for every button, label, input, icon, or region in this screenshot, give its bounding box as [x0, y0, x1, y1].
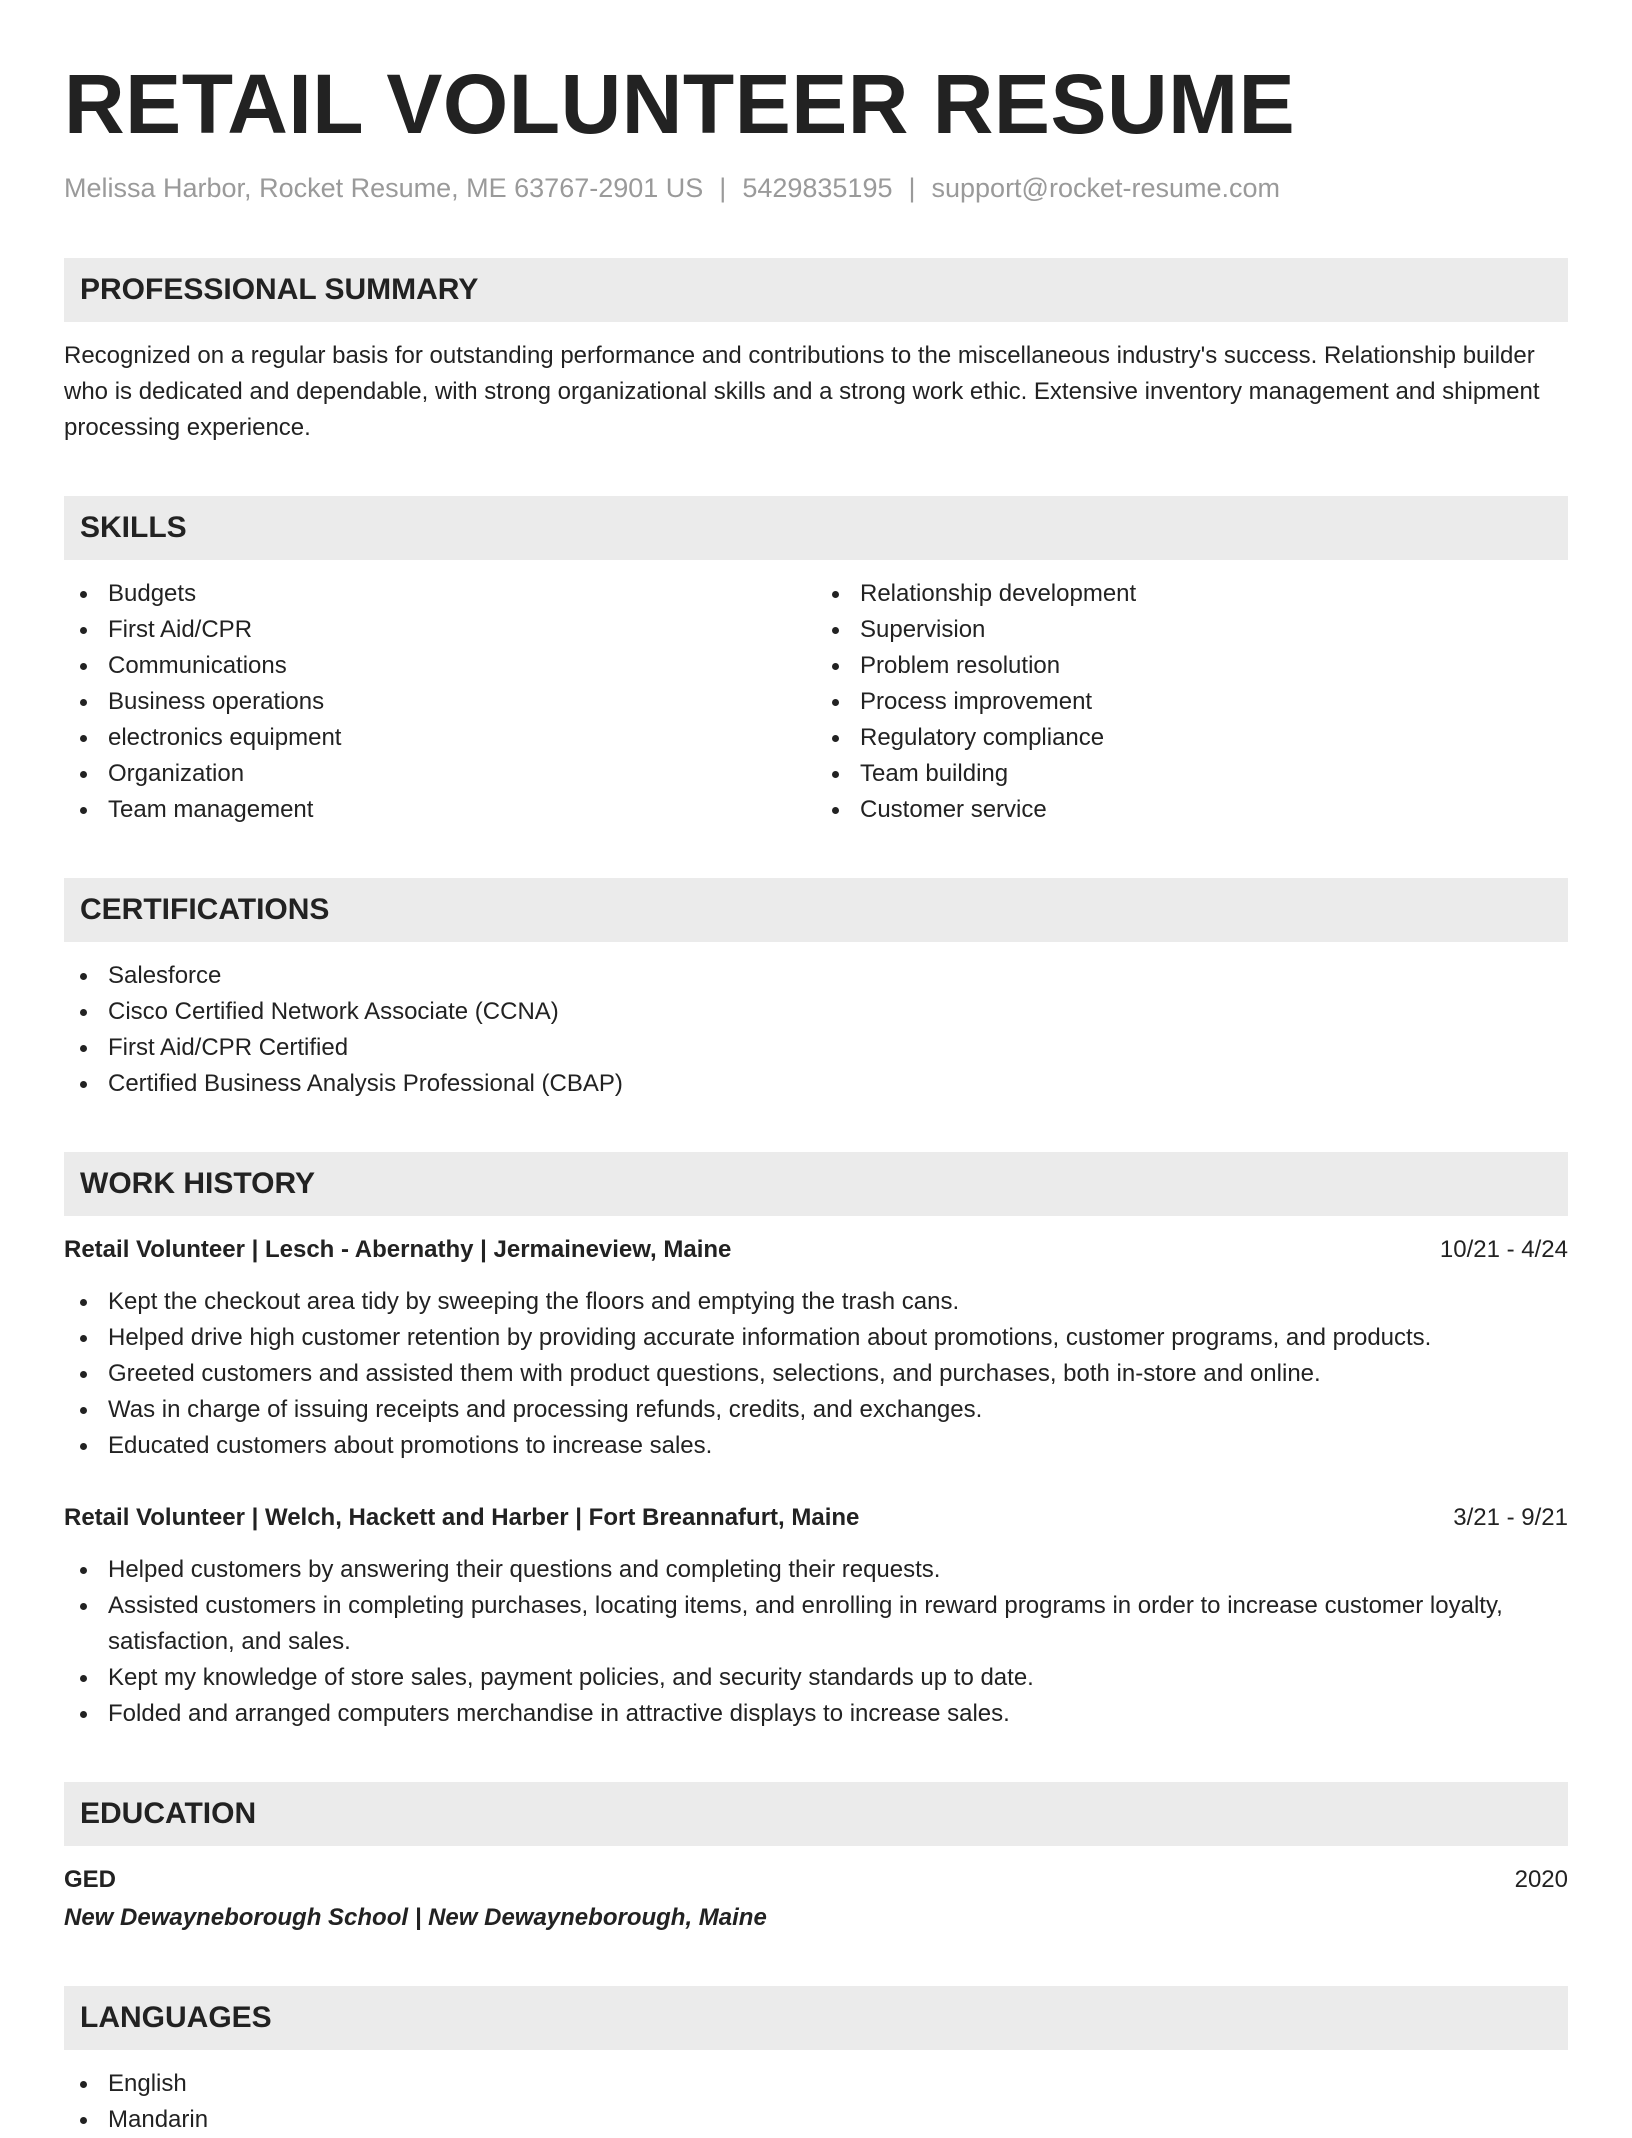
job-bullet: Helped customers by answering their questions and completing their requests. — [64, 1552, 1568, 1588]
skill-item: Regulatory compliance — [816, 720, 1568, 756]
job-bullet: Kept the checkout area tidy by sweeping the floors and emptying the trash cans. — [64, 1284, 1568, 1320]
skill-item: Budgets — [64, 576, 816, 612]
contact-email[interactable]: support@rocket-resume.com — [931, 173, 1281, 203]
certification-item: Cisco Certified Network Associate (CCNA) — [64, 994, 1568, 1030]
skill-item: Communications — [64, 648, 816, 684]
section-header-summary: PROFESSIONAL SUMMARY — [64, 258, 1568, 322]
job-bullet: Kept my knowledge of store sales, payment policies, and security standards up to date. — [64, 1660, 1568, 1696]
section-header-education: EDUCATION — [64, 1782, 1568, 1846]
section-header-work-history: WORK HISTORY — [64, 1152, 1568, 1216]
skill-item: Organization — [64, 756, 816, 792]
job-entry — [64, 1500, 1568, 1732]
skills-column-left — [64, 576, 816, 828]
skill-item: Supervision — [816, 612, 1568, 648]
skill-item: Customer service — [816, 792, 1568, 828]
education-school: New Dewayneborough School | New Dewayneborough, Maine — [64, 1904, 767, 1931]
contact-separator: | — [719, 173, 727, 203]
skill-item: Process improvement — [816, 684, 1568, 720]
job-dates: 3/21 - 9/21 — [1453, 1504, 1568, 1531]
job-bullets — [64, 1284, 1568, 1464]
resume-title: RETAIL VOLUNTEER RESUME — [64, 57, 1296, 151]
skill-item: Problem resolution — [816, 648, 1568, 684]
contact-phone: 5429835195 — [742, 173, 893, 203]
contact-line — [64, 170, 1568, 206]
summary-text: Recognized on a regular basis for outstanding performance and contributions to the miscellaneous industry's success. Relationship builder who is dedicated and dependable, with strong organizational skills and a strong work ethic. Extensive inventory management and shipment processing experience. — [64, 342, 1540, 441]
job-bullet: Greeted customers and assisted them with product questions, selections, and purchases, both in-store and online. — [64, 1356, 1568, 1392]
job-title: Retail Volunteer | Welch, Hackett and Harber | Fort Breannafurt, Maine — [64, 1504, 860, 1531]
education-entry — [64, 1862, 1568, 1936]
job-bullets — [64, 1552, 1568, 1732]
languages-list — [64, 2066, 1568, 2138]
skill-item: electronics equipment — [64, 720, 816, 756]
skill-item: Team management — [64, 792, 816, 828]
job-bullet: Was in charge of issuing receipts and processing refunds, credits, and exchanges. — [64, 1392, 1568, 1428]
section-header-certifications: CERTIFICATIONS — [64, 878, 1568, 942]
job-bullet: Helped drive high customer retention by providing accurate information about promotions, customer programs, and products. — [64, 1320, 1568, 1356]
job-bullet: Folded and arranged computers merchandise in attractive displays to increase sales. — [64, 1696, 1568, 1732]
job-header — [64, 1232, 1568, 1268]
certifications-list — [64, 958, 1568, 1102]
certification-item: Certified Business Analysis Professional (CBAP) — [64, 1066, 1568, 1102]
skill-item: Team building — [816, 756, 1568, 792]
education-year: 2020 — [1514, 1866, 1568, 1893]
skills-column-right — [816, 576, 1568, 828]
job-bullet: Educated customers about promotions to increase sales. — [64, 1428, 1568, 1464]
job-header — [64, 1500, 1568, 1536]
section-header-languages: LANGUAGES — [64, 1986, 1568, 2050]
skill-item: First Aid/CPR — [64, 612, 816, 648]
job-dates: 10/21 - 4/24 — [1439, 1236, 1568, 1263]
skills-list — [64, 576, 1568, 828]
certification-item: Salesforce — [64, 958, 1568, 994]
job-title: Retail Volunteer | Lesch - Abernathy | Jermaineview, Maine — [64, 1236, 732, 1263]
language-item: English — [64, 2066, 1568, 2102]
job-entry — [64, 1232, 1568, 1464]
contact-address: Melissa Harbor, Rocket Resume, ME 63767-2901 US — [64, 173, 704, 203]
job-bullet: Assisted customers in completing purchases, locating items, and enrolling in reward programs in order to increase customer loyalty, satisfaction, and sales. — [64, 1588, 1568, 1660]
education-degree: GED — [64, 1866, 117, 1893]
contact-separator: | — [908, 173, 916, 203]
skill-item: Relationship development — [816, 576, 1568, 612]
section-header-skills: SKILLS — [64, 496, 1568, 560]
certification-item: First Aid/CPR Certified — [64, 1030, 1568, 1066]
language-item: Mandarin — [64, 2102, 1568, 2138]
skill-item: Business operations — [64, 684, 816, 720]
education-header — [64, 1862, 1568, 1898]
